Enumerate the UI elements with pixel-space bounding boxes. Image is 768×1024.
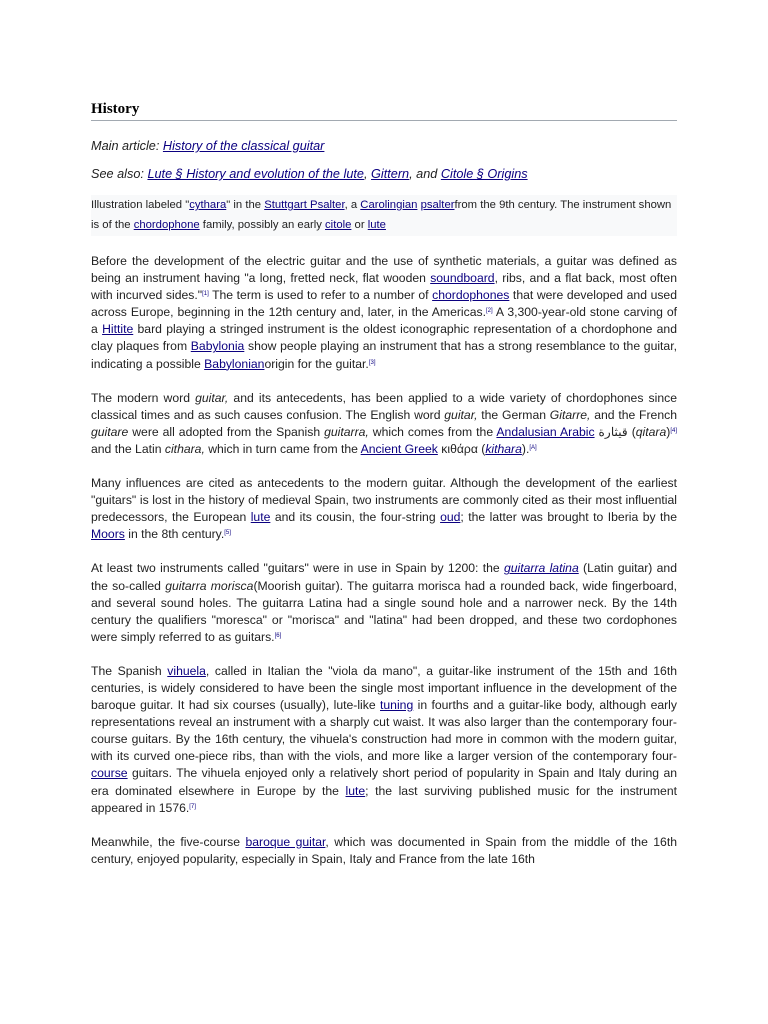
link-lute-history[interactable]: Lute § History and evolution of the lute [147, 167, 364, 181]
link-chordophone[interactable]: chordophone [133, 218, 200, 231]
link-ancient-greek[interactable]: Ancient Greek [360, 441, 438, 456]
text: that were developed and used across Europe, beginning in the 12th century and, later, in the Americas. [91, 288, 677, 320]
text: At least two instruments called "guitars" were in use in Spain by 1200: the [91, 561, 504, 576]
link-chordophones[interactable]: chordophones [432, 288, 510, 303]
text: The Spanish [91, 663, 168, 678]
italic-term: guitare [91, 424, 129, 439]
link-hittite[interactable]: Hittite [102, 322, 134, 337]
section-heading: History [91, 100, 677, 121]
link-history-classical-guitar[interactable]: History of the classical guitar [162, 139, 325, 153]
link-babylonian[interactable]: Babylonian [204, 356, 265, 371]
link-vihuela[interactable]: vihuela [167, 663, 206, 678]
citation-ref[interactable]: [4] [670, 427, 677, 434]
text: قيثارة ( [594, 424, 636, 439]
hatnote-see-also [91, 166, 677, 182]
text: in fourths and a guitar-like body, although early representations reveal an instrument with a sharply cut waist. It was also larger than the contemporary four-course guitars. By the 16th century, the vihuela's construction had more in common with the modern guitar, with its curved one-piece ribs, than with the viols, and more like a larger version of the contemporary four- [91, 698, 677, 764]
italic-term: qitara [635, 424, 667, 439]
text: were all adopted from the Spanish [128, 424, 325, 439]
citation-ref[interactable]: [A] [529, 444, 537, 451]
citation-ref[interactable]: [6] [274, 632, 282, 639]
caption-text: family, possibly an early [199, 218, 326, 231]
link-oud[interactable]: oud [440, 510, 461, 525]
text: and its antecedents, has been applied to a wide variety of chordophones since classical times and as such causes confusion. The English word [91, 390, 678, 422]
text: Meanwhile, the five-course [91, 834, 246, 849]
paragraph-2 [91, 390, 677, 458]
link-kithara[interactable]: kithara [485, 441, 522, 456]
text: ). [521, 441, 530, 456]
text: which in turn came from the [204, 441, 361, 456]
text: and the French [590, 407, 677, 422]
link-moors[interactable]: Moors [91, 527, 125, 542]
text: , which was documented in Spain from the middle of the 16th century, enjoyed popularity, especially in Spain, Italy and France from the late 16th [91, 834, 678, 866]
paragraph-3 [91, 475, 677, 543]
caption-text: from the 9th century. The instrument shown is of the [91, 199, 672, 231]
hatnote-main-article [91, 138, 677, 154]
italic-term: cithara, [164, 441, 205, 456]
text: which comes from the [368, 424, 497, 439]
text: guitars. The vihuela enjoyed only a relatively short period of popularity in Spain and Italy during an era dominated elsewhere in Europe by the [91, 766, 677, 798]
text: ; the last surviving published music for the instrument appeared in 1576. [91, 783, 677, 815]
italic-term: guitar, [444, 407, 478, 422]
caption-text: or [351, 218, 368, 231]
text: , ribs, and a flat back, most often with incurved sides." [91, 271, 677, 303]
text: the German [477, 407, 550, 422]
hatnote-sep: , [363, 167, 372, 181]
hatnote-main-prefix: Main article: [91, 139, 163, 153]
italic-term: guitarra morisca [165, 578, 254, 593]
paragraph-1 [91, 253, 677, 373]
text: Many influences are cited as antecedents to the modern guitar. Although the development of the earliest "guitars" is lost in the history of medieval Spain, two instruments are commonly cited as their most influential predecessors, the European [91, 476, 677, 525]
link-soundboard[interactable]: soundboard [430, 271, 495, 286]
text: show people playing an instrument that has a strong resemblance to the guitar, indicating a possible [91, 339, 677, 371]
text: A 3,300-year-old stone carving of a [91, 305, 677, 337]
text: and the Latin [91, 441, 165, 456]
link-citole[interactable]: citole [325, 218, 352, 231]
citation-ref[interactable]: [2] [485, 308, 493, 315]
link-stuttgart-psalter[interactable]: Stuttgart Psalter [264, 199, 345, 211]
citation-ref[interactable]: [7] [189, 803, 196, 810]
link-andalusian-arabic[interactable]: Andalusian Arabic [496, 424, 595, 439]
link-baroque-guitar[interactable]: baroque guitar [245, 834, 326, 849]
caption-text: , a [344, 199, 361, 211]
link-lute[interactable]: lute [345, 783, 366, 798]
link-carolingian[interactable]: Carolingian [360, 199, 418, 211]
caption-text: Illustration labeled " [91, 199, 190, 211]
hatnote-see-prefix: See also: [91, 167, 148, 181]
citation-ref[interactable]: [5] [224, 530, 231, 537]
link-course[interactable]: course [91, 766, 128, 781]
text: (Moorish guitar). The guitarra morisca had a rounded back, wide fingerboard, and several sound holes. The guitarra Latina had a single sound hole and a narrower neck. By the 14th century the qualifiers "moresca" or "morisca" and "latina" had been dropped, and these two cordophones were simply referred to as guitars. [91, 578, 678, 644]
text: Before the development of the electric guitar and the use of synthetic materials, a guitar was defined as being an instrument having "a long, fretted neck, flat wooden [91, 254, 677, 286]
citation-ref[interactable]: [1] [202, 291, 209, 298]
link-lute[interactable]: lute [367, 218, 386, 231]
paragraph-6 [91, 834, 677, 868]
paragraph-5 [91, 663, 677, 817]
text: The term is used to refer to a number of [208, 288, 433, 303]
citation-ref[interactable]: [3] [368, 359, 376, 366]
text: bard playing a stringed instrument is the oldest iconographic representation of a chordophone and clay plaques from [91, 322, 677, 354]
link-gittern[interactable]: Gittern [371, 167, 410, 181]
link-lute[interactable]: lute [250, 510, 271, 525]
paragraph-4 [91, 560, 677, 645]
italic-term: guitarra, [324, 424, 369, 439]
text: and its cousin, the four-string [270, 510, 441, 525]
text: ) [666, 424, 671, 439]
caption-text: " in the [226, 199, 265, 211]
text: (Latin guitar) and the so-called [91, 561, 677, 593]
link-guitarra-latina[interactable]: guitarra latina [503, 561, 579, 576]
link-psalter[interactable]: psalter [420, 199, 455, 211]
image-caption [91, 195, 677, 236]
text: The modern word [91, 390, 196, 405]
link-cythara[interactable]: cythara [189, 199, 227, 211]
text: ; the latter was brought to Iberia by the [460, 510, 677, 525]
link-babylonia[interactable]: Babylonia [190, 339, 245, 354]
italic-term: Gitarre, [549, 407, 591, 422]
text: , called in Italian the "viola da mano", a guitar-like instrument of the 15th and 16th centuries, is widely considered to have been the single most important influence in the development of the baroque guitar. It had six courses (usually), lute-like [91, 663, 677, 713]
text: κιθάρα ( [437, 441, 486, 456]
text: origin for the guitar. [264, 356, 369, 371]
italic-term: guitar, [195, 390, 229, 405]
link-citole-origins[interactable]: Citole § Origins [440, 167, 528, 181]
link-tuning[interactable]: tuning [380, 698, 414, 713]
text: in the 8th century. [124, 527, 225, 542]
hatnote-sep: , and [409, 167, 441, 181]
article-content [91, 100, 677, 868]
